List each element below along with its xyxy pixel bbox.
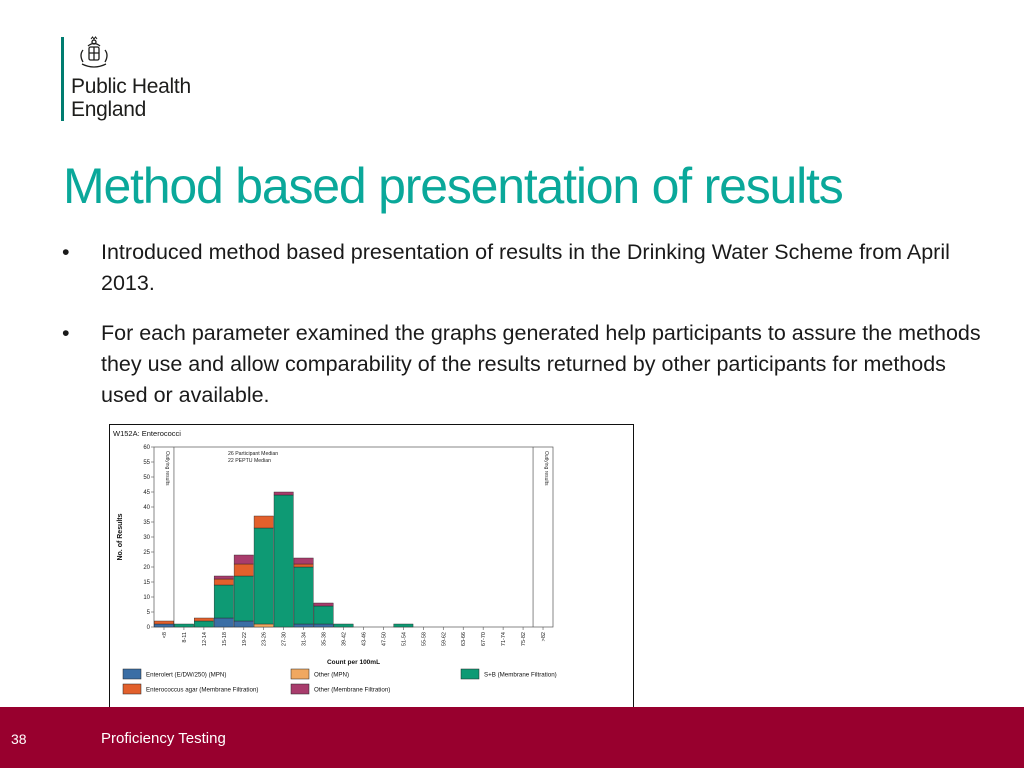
- logo-divider-bar: [61, 37, 64, 121]
- bar-segment: [274, 495, 293, 627]
- legend-swatch: [123, 669, 141, 679]
- legend-label: Enterococcus agar (Membrane Filtration): [146, 686, 259, 694]
- x-tick-label: 27-30: [281, 632, 288, 647]
- bar-segment: [294, 558, 313, 564]
- x-tick-label: 47-50: [381, 632, 388, 647]
- plot-frame: [154, 447, 553, 627]
- x-tick-label: 63-66: [461, 632, 468, 647]
- y-tick-label: 0: [146, 625, 150, 631]
- chart-container: [109, 424, 634, 713]
- legend-label: Enterolert (E/DW/250) (MPN): [146, 671, 227, 679]
- bar-segment: [234, 555, 253, 564]
- bar-segment: [154, 621, 173, 624]
- logo-line-1: Public Health: [71, 75, 191, 98]
- legend-swatch: [461, 669, 479, 679]
- y-tick-label: 30: [143, 535, 150, 541]
- slide-title: Method based presentation of results: [63, 158, 843, 214]
- y-tick-label: 10: [143, 595, 150, 601]
- median-annotation: 22 PEPTU Median: [228, 458, 271, 464]
- bar-segment: [214, 585, 233, 618]
- x-tick-label: 43-46: [361, 632, 368, 647]
- x-tick-label: 12-14: [201, 632, 208, 647]
- chart-svg: [110, 425, 632, 711]
- royal-crest-icon: [74, 36, 114, 70]
- bar-segment: [214, 579, 233, 585]
- median-annotation: 26 Participant Median: [228, 451, 279, 457]
- bar-segment: [154, 624, 173, 627]
- bullet-list: [62, 237, 982, 430]
- bar-segment: [314, 606, 333, 624]
- x-tick-label: 31-34: [301, 632, 308, 647]
- y-tick-label: 60: [143, 445, 150, 451]
- legend-swatch: [123, 684, 141, 694]
- bar-segment: [314, 624, 333, 627]
- bar-segment: [334, 624, 353, 627]
- x-axis-label: Count per 100mL: [326, 659, 381, 666]
- footer-bar: [0, 707, 1024, 768]
- x-tick-label: 59-62: [441, 632, 448, 647]
- bar-segment: [214, 618, 233, 627]
- x-tick-label: 75-82: [521, 632, 528, 647]
- y-tick-label: 5: [146, 610, 150, 616]
- y-tick-label: 45: [143, 490, 150, 496]
- outlying-label-left: Outlying results: [164, 451, 170, 486]
- legend-swatch: [291, 684, 309, 694]
- chart-title: W152A: Enterococci: [113, 429, 181, 438]
- x-tick-label: <8: [161, 632, 168, 639]
- outlying-label-right: Outlying results: [543, 451, 549, 486]
- y-tick-label: 15: [143, 580, 150, 586]
- bar-segment: [234, 564, 253, 576]
- bar-segment: [254, 624, 273, 627]
- bullet-symbol: •: [62, 240, 70, 264]
- x-tick-label: 23-26: [261, 632, 268, 647]
- legend-swatch: [291, 669, 309, 679]
- bar-segment: [194, 621, 213, 627]
- bar-segment: [314, 603, 333, 606]
- logo-wordmark: [71, 75, 191, 121]
- y-tick-label: 35: [143, 520, 150, 526]
- bullet-text: For each parameter examined the graphs generated help participants to assure the methods they use and allow comparability of the results returned by other participants for methods used or available.: [101, 321, 981, 407]
- bar-segment: [294, 564, 313, 567]
- x-tick-label: 55-58: [421, 632, 428, 647]
- bar-segment: [214, 576, 233, 579]
- bar-segment: [394, 624, 413, 627]
- footer-label: Proficiency Testing: [101, 730, 226, 747]
- x-tick-label: 15-18: [221, 632, 228, 647]
- y-tick-label: 50: [143, 475, 150, 481]
- x-tick-label: >82: [541, 632, 548, 642]
- bar-segment: [274, 492, 293, 495]
- bullet-item: [62, 237, 982, 299]
- y-tick-label: 40: [143, 505, 150, 511]
- bar-segment: [254, 528, 273, 624]
- bar-segment: [194, 618, 213, 621]
- bullet-item: [62, 318, 982, 411]
- bullet-text: Introduced method based presentation of results in the Drinking Water Scheme from April 2013.: [101, 240, 950, 295]
- x-tick-label: 35-38: [321, 632, 328, 647]
- bullet-symbol: •: [62, 321, 70, 345]
- bar-segment: [174, 624, 193, 627]
- x-tick-label: 71-74: [501, 632, 508, 647]
- legend-label: Other (Membrane Filtration): [314, 686, 391, 694]
- bar-segment: [294, 624, 313, 627]
- y-tick-label: 25: [143, 550, 150, 556]
- logo-line-2: England: [71, 98, 146, 121]
- x-tick-label: 51-54: [401, 632, 408, 647]
- x-tick-label: 19-22: [241, 632, 248, 647]
- legend-label: S+B (Membrane Filtration): [484, 671, 557, 679]
- x-tick-label: 8-11: [181, 632, 188, 643]
- x-tick-label: 39-42: [341, 632, 348, 647]
- legend-label: Other (MPN): [314, 671, 350, 679]
- y-tick-label: 55: [143, 460, 150, 466]
- x-tick-label: 67-70: [481, 632, 488, 647]
- y-axis-label: No. of Results: [117, 513, 124, 561]
- y-tick-label: 20: [143, 565, 150, 571]
- bar-segment: [294, 567, 313, 624]
- page-number: 38: [11, 731, 27, 747]
- bar-segment: [234, 621, 253, 627]
- bar-segment: [254, 516, 273, 528]
- bar-segment: [234, 576, 253, 621]
